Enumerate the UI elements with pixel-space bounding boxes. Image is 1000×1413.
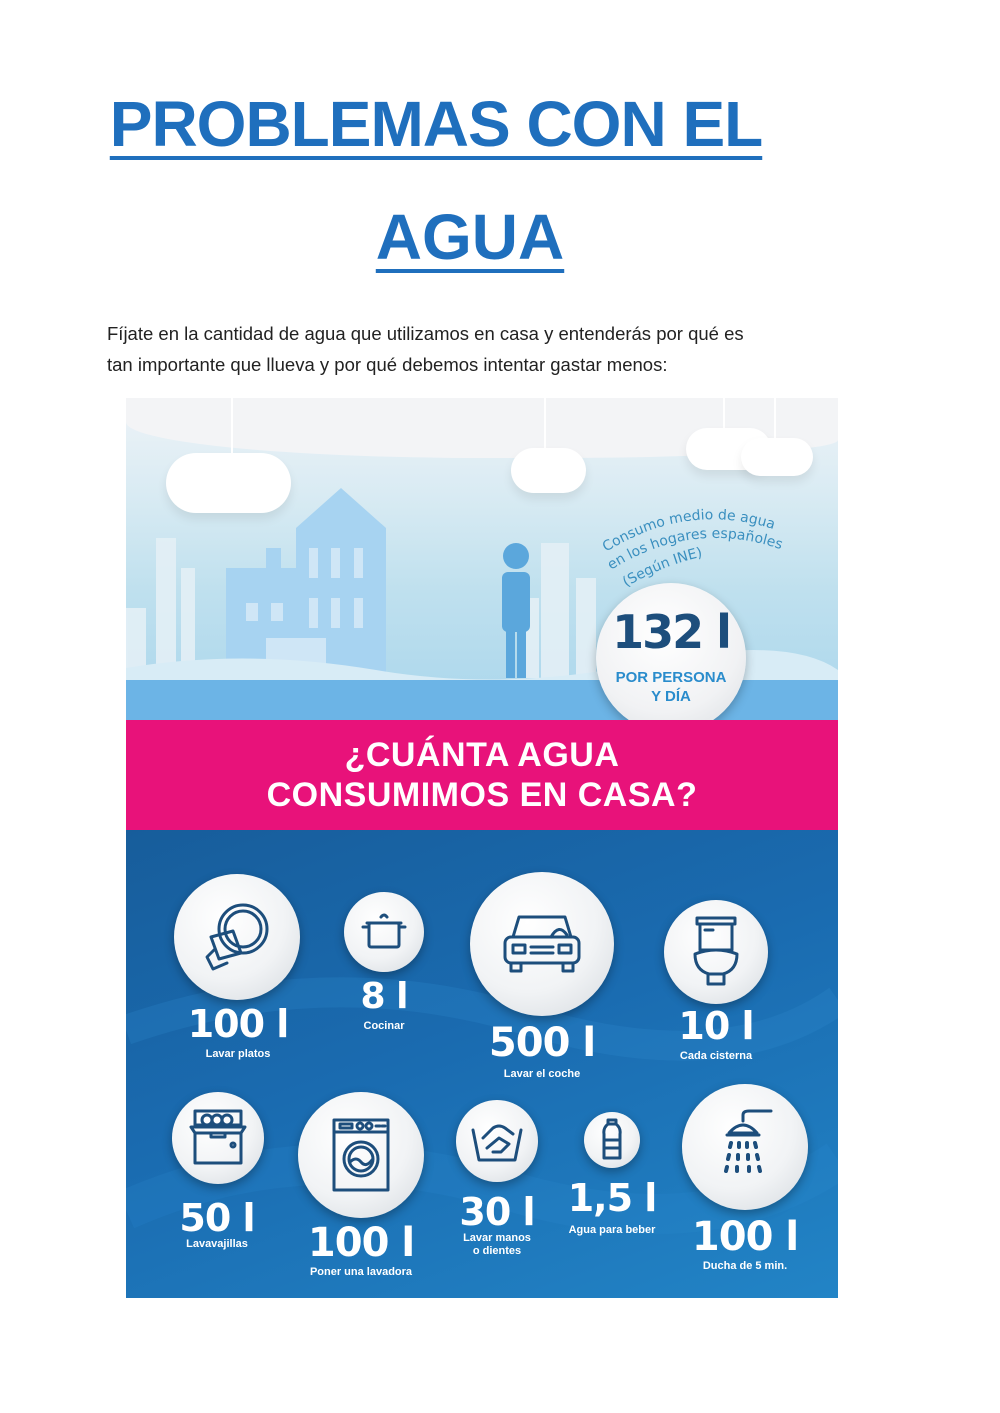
dish-washing-icon	[197, 897, 277, 977]
section-banner	[126, 720, 838, 830]
item-label-line: o dientes	[472, 1245, 522, 1257]
water-infographic	[126, 398, 838, 1298]
item-label: Poner una lavadora	[309, 1266, 413, 1278]
cloud-string	[544, 398, 546, 450]
banner-line: CONSUMIMOS EN CASA?	[266, 776, 698, 814]
item-value: 1,5 l	[567, 1176, 657, 1220]
item-label: Agua para beber	[568, 1224, 656, 1236]
item-label: Cocinar	[363, 1020, 405, 1032]
cloud-string	[774, 398, 776, 443]
item-label: Lavar platos	[205, 1048, 271, 1060]
average-consumption-label	[596, 668, 746, 706]
toilet-circle	[664, 900, 768, 1004]
car-circle	[470, 872, 614, 1016]
toilet-icon	[691, 914, 741, 990]
item-label: Cada cisterna	[679, 1050, 753, 1062]
average-consumption-value: 132 l	[612, 605, 730, 659]
item-value: 100 l	[691, 1214, 799, 1260]
average-consumption-badge	[596, 583, 746, 733]
car-icon	[499, 909, 585, 979]
item-label: Lavar el coche	[503, 1068, 581, 1080]
shower-circle	[682, 1084, 808, 1210]
hand-washing-icon	[469, 1116, 525, 1166]
item-label-line: Lavar manos	[463, 1232, 531, 1244]
svg-text:en los hogares españoles: en los hogares españoles	[604, 525, 785, 574]
stat-label-line: Y DÍA	[651, 688, 691, 705]
consumption-panel	[126, 830, 838, 1298]
svg-text:(Según INE): (Según INE)	[620, 544, 704, 591]
intro-line: tan importante que llueva y por qué debemos intentar gastar menos:	[107, 354, 668, 375]
hand-washing-circle	[456, 1100, 538, 1182]
water-bottle-icon	[601, 1118, 623, 1162]
cooking-pot-circle	[344, 892, 424, 972]
item-value: 8 l	[360, 976, 408, 1017]
item-label: Ducha de 5 min.	[702, 1260, 788, 1272]
dishwasher-icon	[189, 1107, 247, 1169]
item-value: 30 l	[459, 1190, 535, 1234]
water-bottle-circle	[584, 1112, 640, 1168]
cooking-pot-icon	[359, 909, 409, 955]
banner-line: ¿CUÁNTA AGUA	[344, 736, 620, 774]
washing-machine-icon	[330, 1116, 392, 1194]
page-title-line1: PROBLEMAS CON EL	[109, 88, 763, 160]
item-value: 500 l	[488, 1020, 596, 1066]
page-title-line2: AGUA	[375, 201, 565, 273]
item-label: Lavavajillas	[186, 1238, 248, 1250]
item-value: 10 l	[678, 1004, 754, 1048]
dishwasher-circle	[172, 1092, 264, 1184]
intro-paragraph	[107, 318, 887, 380]
shower-icon	[713, 1107, 777, 1187]
item-value: 100 l	[187, 1002, 289, 1046]
curved-caption	[586, 492, 816, 602]
svg-text:Consumo medio de agua: Consumo medio de agua	[599, 507, 778, 556]
dish-washing-circle	[174, 874, 300, 1000]
item-label	[442, 1232, 552, 1258]
washing-machine-circle	[298, 1092, 424, 1218]
item-value: 100 l	[307, 1220, 415, 1266]
intro-line: Fíjate en la cantidad de agua que utilizamos en casa y entenderás por qué es	[107, 323, 744, 344]
item-value: 50 l	[179, 1196, 255, 1240]
stat-label-line: POR PERSONA	[615, 669, 727, 686]
